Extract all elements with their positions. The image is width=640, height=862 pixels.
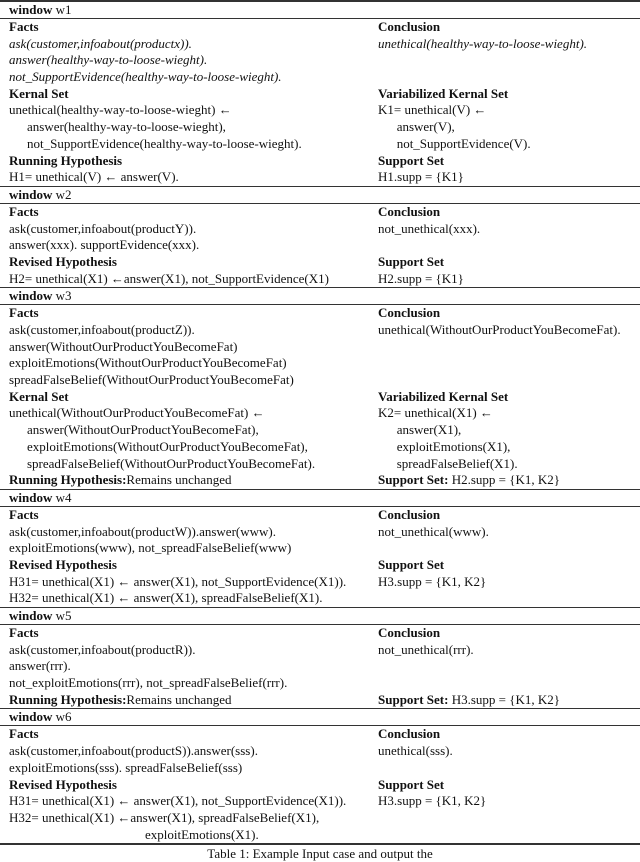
cell-text: H2= unethical(X1) ←answer(X1), not_SupportEvidence(X1) [9,270,329,286]
right-cell [378,405,640,422]
cell-text: exploitEmotions(X1), [396,438,511,454]
right-cell [378,625,640,642]
cell-text: spreadFalseBelief(WithoutOurProductYouBecomeFat) [9,372,294,388]
right-cell [378,322,640,339]
section-heading: Facts [9,203,39,219]
table-row [0,119,640,136]
left-cell [0,642,378,659]
cell-text: not_unethical(rrr). [378,641,474,657]
table-row [0,52,640,69]
right-cell [378,153,640,170]
table-row [0,507,640,524]
cell-text: H3.supp = {K1, K2} [378,793,487,809]
window-header [0,490,640,507]
left-cell [0,204,378,221]
table-row [0,524,640,541]
cell-text: exploitEmotions(www), not_spreadFalseBelief(www) [9,540,292,556]
window-id: w6 [55,709,72,725]
left-cell [0,52,378,69]
window-label: window [9,288,53,304]
right-cell [378,540,640,557]
table-row [0,355,640,372]
window-label: window [9,709,53,725]
right-cell [378,590,640,607]
right-cell [378,675,640,692]
table-row [0,625,640,642]
table-row [0,221,640,238]
cell-text: ask(customer,infoabout(productx)). [9,35,192,51]
cell-text: answer(healthy-way-to-loose-wieght), [27,119,226,135]
table-row [0,237,640,254]
section-heading: Conclusion [378,625,441,640]
cell-text: H31= unethical(X1) ← answer(X1), not_SupportEvidence(X1)). [9,573,347,589]
right-cell [378,52,640,69]
cell-text: ask(customer,infoabout(productZ)). [9,322,195,337]
left-cell [0,777,378,794]
left-cell [0,810,378,827]
cell-text: exploitEmotions(WithoutOurProductYouBecomeFat), [27,438,308,454]
left-cell [0,86,378,103]
left-cell [0,36,378,53]
table-row [0,726,640,743]
right-cell [378,86,640,103]
table-row [0,760,640,777]
section-heading: Running Hypothesis: [9,472,127,488]
section-heading: Conclusion [378,203,441,219]
table-caption: Table 1: Example Input case and output the [207,846,433,861]
cell-text: exploitEmotions(WithoutOurProductYouBecomeFat) [9,355,287,371]
window-block-w6 [0,709,640,845]
cell-text: answer(rrr). [9,658,71,674]
cell-text: unethical(healthy-way-to-loose-wieght) ← [9,102,232,118]
section-heading: Facts [9,506,39,522]
section-heading: Facts [9,19,39,34]
section-heading: Support Set [378,253,445,269]
cell-text: answer(V), [396,119,455,135]
section-heading: Support Set [378,776,445,792]
left-cell [0,625,378,642]
cell-text: answer(X1), [396,422,462,438]
cell-text: ask(customer,infoabout(productY)). [9,220,197,236]
right-cell [378,472,640,489]
cell-text: exploitEmotions(X1). [145,826,259,842]
window-label: window [9,2,53,17]
left-cell [0,540,378,557]
section-heading: Facts [9,305,39,321]
section-heading: Conclusion [378,726,441,742]
left-cell [0,221,378,238]
cell-text: ask(customer,infoabout(productR)). [9,641,196,657]
window-block-w5 [0,608,640,709]
right-cell [378,692,640,709]
window-header [0,2,640,19]
right-cell [370,456,640,473]
cell-text: exploitEmotions(sss). spreadFalseBelief(sss) [9,759,243,775]
cell-text: Remains unchanged [126,472,232,488]
cell-text: ask(customer,infoabout(productS)).answer(sss). [9,743,258,759]
right-cell [378,36,640,53]
section-heading: Support Set [378,152,445,168]
left-cell [0,574,378,591]
table-row [0,422,640,439]
right-cell [378,777,640,794]
right-cell [370,422,640,439]
cell-text: unethical(sss). [378,743,453,759]
right-cell [378,574,640,591]
cell-text: not_SupportEvidence(healthy-way-to-loose-wieght). [27,135,302,151]
cell-text: H32= unethical(X1) ← answer(X1), spreadFalseBelief(X1). [9,590,323,606]
table-row [0,472,640,489]
right-cell [378,305,640,322]
section-heading: Support Set: [378,691,449,707]
left-cell [0,675,378,692]
section-heading: Kernal Set [9,85,69,101]
right-cell [378,658,640,675]
left-cell [0,590,378,607]
left-cell [0,726,378,743]
table-row [0,574,640,591]
right-cell [378,524,640,541]
cell-text: unethical(WithoutOurProductYouBecomeFat) ← [9,405,265,421]
table-row [0,777,640,794]
right-cell [378,254,640,271]
window-block-w1 [0,2,640,187]
table-row [0,305,640,322]
left-cell [0,19,378,36]
right-cell [378,339,640,356]
table-row [0,19,640,36]
window-block-w4 [0,490,640,608]
window-block-w3 [0,288,640,490]
cell-text: answer(WithoutOurProductYouBecomeFat), [27,422,259,438]
cell-text: answer(WithoutOurProductYouBecomeFat) [9,338,238,354]
right-cell [378,389,640,406]
table-row [0,743,640,760]
section-heading: Variabilized Kernal Set [378,388,509,404]
section-heading: Conclusion [378,506,441,522]
table-row [0,204,640,221]
window-header [0,288,640,305]
left-cell [0,422,370,439]
cell-text: not_unethical(www). [378,523,489,539]
right-cell [378,507,640,524]
section-heading: Facts [9,726,39,742]
table-row [0,389,640,406]
cell-text: H3.supp = {K1, K2} [448,691,560,707]
right-cell [378,810,640,827]
left-cell [0,69,378,86]
window-header [0,709,640,726]
table-row [0,254,640,271]
cell-text: answer(healthy-way-to-loose-wieght). [9,52,208,68]
table-row [0,590,640,607]
window-label: window [9,489,53,505]
right-cell [378,19,640,36]
right-cell [378,793,640,810]
cell-text: ask(customer,infoabout(productW)).answer(www). [9,523,276,539]
section-heading: Revised Hypothesis [9,776,117,792]
table-row [0,540,640,557]
left-cell [0,557,378,574]
right-cell [378,102,640,119]
section-heading: Facts [9,625,39,640]
table-row [0,271,640,288]
left-cell [0,743,378,760]
left-cell [0,507,378,524]
cell-text: unethical(healthy-way-to-loose-wieght). [378,35,588,51]
section-heading: Conclusion [378,19,441,34]
cell-text: answer(xxx). supportEvidence(xxx). [9,237,200,253]
table-row [0,557,640,574]
left-cell [0,658,378,675]
window-header [0,187,640,204]
cell-text: Remains unchanged [126,691,232,707]
right-cell [378,237,640,254]
left-cell [0,169,378,186]
section-heading: Support Set: [378,472,449,488]
right-cell [378,557,640,574]
left-cell [0,439,370,456]
table-row [0,810,640,827]
cell-text: H2.supp = {K1, K2} [448,472,560,488]
right-cell [378,726,640,743]
left-cell [0,793,378,810]
right-cell [370,119,640,136]
right-cell [378,169,640,186]
left-cell [0,372,378,389]
left-cell [0,760,378,777]
left-cell [0,102,378,119]
cell-text: H1.supp = {K1} [378,169,464,185]
table-row [0,136,640,153]
window-label: window [9,186,53,202]
left-cell [0,237,378,254]
window-label: window [9,608,53,623]
section-heading: Revised Hypothesis [9,253,117,269]
section-heading: Revised Hypothesis [9,556,117,572]
left-cell [0,119,370,136]
table-row [0,153,640,170]
table-row [0,658,640,675]
cell-text: not_SupportEvidence(V). [396,135,531,151]
left-cell [0,827,434,844]
cell-text: K1= unethical(V) ← [378,102,487,118]
left-cell [0,472,378,489]
table-row [0,405,640,422]
table-row [0,456,640,473]
left-cell [0,456,370,473]
table-row [0,169,640,186]
table-row [0,69,640,86]
right-cell [378,355,640,372]
window-block-w2 [0,187,640,288]
table-row [0,372,640,389]
right-cell [378,204,640,221]
window-id: w3 [55,288,72,304]
left-cell [0,153,378,170]
right-cell [434,827,640,844]
cell-text: H31= unethical(X1) ← answer(X1), not_SupportEvidence(X1)). [9,793,347,809]
right-cell [378,69,640,86]
table-row [0,642,640,659]
table-row [0,102,640,119]
window-id: w4 [55,489,72,505]
cell-text: K2= unethical(X1) ← [378,405,493,421]
cell-text: spreadFalseBelief(X1). [396,455,518,471]
left-cell [0,405,378,422]
table-row [0,827,640,844]
left-cell [0,136,370,153]
table-row [0,675,640,692]
cell-text: not_exploitEmotions(rrr), not_spreadFalseBelief(rrr). [9,675,288,691]
right-cell [378,743,640,760]
table-row [0,339,640,356]
table-row [0,86,640,103]
cell-text: H1= unethical(V) ← answer(V). [9,169,179,185]
section-heading: Running Hypothesis: [9,691,127,707]
right-cell [378,372,640,389]
cell-text: unethical(WithoutOurProductYouBecomeFat). [378,322,621,337]
table-row [0,322,640,339]
left-cell [0,355,378,372]
left-cell [0,389,378,406]
window-id: w1 [55,2,72,17]
left-cell [0,322,378,339]
left-cell [0,254,378,271]
cell-text: spreadFalseBelief(WithoutOurProductYouBecomeFat). [27,455,316,471]
section-heading: Kernal Set [9,388,69,404]
left-cell [0,305,378,322]
table-row [0,439,640,456]
table-row [0,692,640,709]
right-cell [370,439,640,456]
table-row [0,793,640,810]
table-row [0,36,640,53]
right-cell [378,642,640,659]
section-heading: Running Hypothesis [9,152,123,168]
cell-text: H32= unethical(X1) ←answer(X1), spreadFalseBelief(X1), [9,809,320,825]
right-cell [378,221,640,238]
window-header [0,608,640,625]
cell-text: H2.supp = {K1} [378,270,464,286]
window-id: w5 [55,608,72,623]
section-heading: Conclusion [378,305,441,321]
cell-text: not_unethical(xxx). [378,220,481,236]
cell-text: H3.supp = {K1, K2} [378,573,487,589]
section-heading: Variabilized Kernal Set [378,85,509,101]
right-cell [378,760,640,777]
right-cell [378,271,640,288]
section-heading: Support Set [378,556,445,572]
right-cell [370,136,640,153]
left-cell [0,692,378,709]
cell-text: not_SupportEvidence(healthy-way-to-loose-wieght). [9,69,282,85]
left-cell [0,271,378,288]
window-id: w2 [55,186,72,202]
left-cell [0,339,378,356]
left-cell [0,524,378,541]
